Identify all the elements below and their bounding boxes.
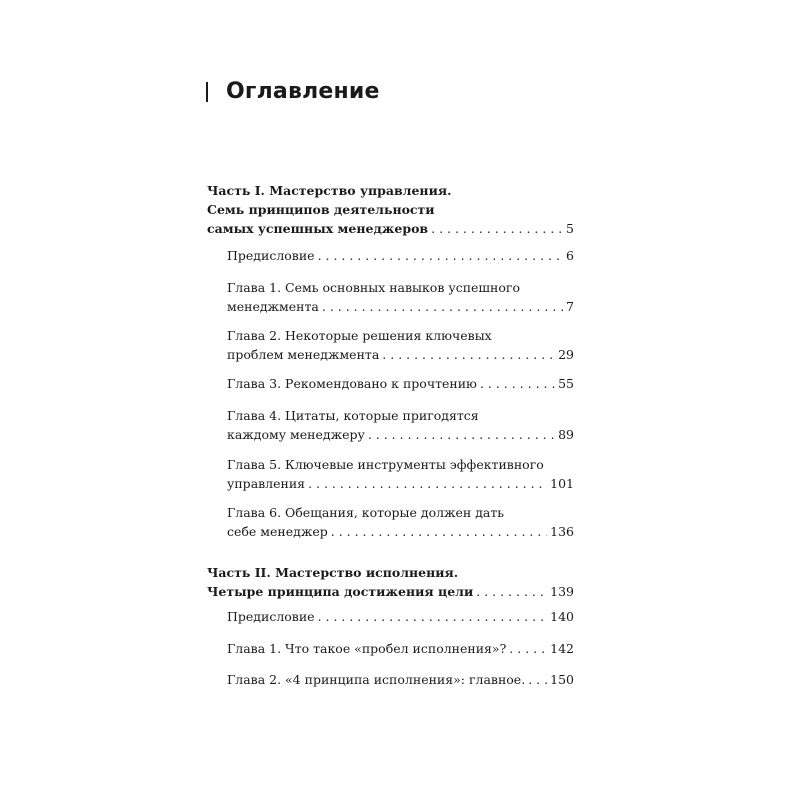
page-number: 89 (558, 427, 574, 442)
page-number: 150 (550, 672, 574, 687)
toc-entry-text: Глава 1. Семь основных навыков успешного (227, 280, 520, 295)
toc-chapter-line (227, 326, 492, 345)
toc-chapter-line (227, 406, 479, 425)
page-number: 5 (566, 221, 574, 236)
dot-leader (322, 297, 563, 316)
toc-entry-text: Четыре принципа достижения цели (207, 584, 474, 599)
dot-leader (318, 246, 563, 265)
toc-entry-text: Семь принципов деятельности (207, 202, 435, 217)
toc-chapter-line (227, 297, 574, 316)
toc-entry-text: Глава 4. Цитаты, которые пригодятся (227, 408, 479, 423)
toc-entry-text: Глава 6. Обещания, которые должен дать (227, 505, 505, 520)
toc-chapter-line (227, 639, 574, 658)
toc-entry-text: Предисловие (227, 248, 315, 263)
page-number: 7 (566, 299, 574, 314)
page-number: 136 (550, 524, 574, 539)
page-number: 139 (550, 584, 574, 599)
dot-leader (382, 345, 555, 364)
toc-chapter-line (227, 670, 574, 689)
toc-entry-text: Глава 2. «4 принципа исполнения»: главное. (227, 672, 526, 687)
toc-entry-text: менеджмента (227, 299, 319, 314)
page-number: 101 (550, 476, 574, 491)
toc-entry-text: Часть II. Мастерство исполнения. (207, 565, 459, 580)
toc-part-line (207, 219, 574, 238)
toc-entry-text: самых успешных менеджеров (207, 221, 429, 236)
dot-leader (318, 607, 548, 626)
dot-leader (368, 425, 555, 444)
page-number: 6 (566, 248, 574, 263)
toc-part-line (207, 563, 458, 582)
toc-chapter-line (227, 522, 574, 541)
toc-chapter-line (227, 425, 574, 444)
toc-entry-text: управления (227, 476, 306, 491)
toc-entry-text: проблем менеджмента (227, 347, 380, 362)
page-number: 142 (550, 641, 574, 656)
page-title: Оглавление (226, 79, 380, 104)
toc-chapter-line (227, 278, 520, 297)
toc-entry-text: Глава 3. Рекомендовано к прочтению (227, 376, 477, 391)
toc-part-line (207, 200, 435, 219)
toc-chapter-line (227, 455, 544, 474)
dot-leader (476, 582, 547, 601)
toc-chapter-line (227, 503, 504, 522)
toc-entry-text: Часть I. Мастерство управления. (207, 183, 452, 198)
toc-part-line (207, 582, 574, 601)
toc-entry-text: Предисловие (227, 609, 315, 624)
dot-leader (431, 219, 563, 238)
toc-chapter-line (227, 607, 574, 626)
dot-leader (331, 522, 547, 541)
dot-leader (308, 474, 547, 493)
page-number: 29 (558, 347, 574, 362)
toc-entry-text: Глава 5. Ключевые инструменты эффективного (227, 457, 544, 472)
toc-part-line (207, 181, 451, 200)
toc-chapter-line (227, 374, 574, 393)
toc-entry-text: Глава 2. Некоторые решения ключевых (227, 328, 492, 343)
toc-chapter-line (227, 345, 574, 364)
dot-leader (480, 374, 555, 393)
toc-chapter-line (227, 474, 574, 493)
toc-entry-text: себе менеджер (227, 524, 328, 539)
toc-chapter-line (227, 246, 574, 265)
toc-entry-text: каждому менеджеру (227, 427, 365, 442)
toc-entry-text: Глава 1. Что такое «пробел исполнения»? (227, 641, 507, 656)
page-number: 140 (550, 609, 574, 624)
dot-leader (528, 670, 547, 689)
dot-leader (509, 639, 547, 658)
page-number: 55 (558, 376, 574, 391)
